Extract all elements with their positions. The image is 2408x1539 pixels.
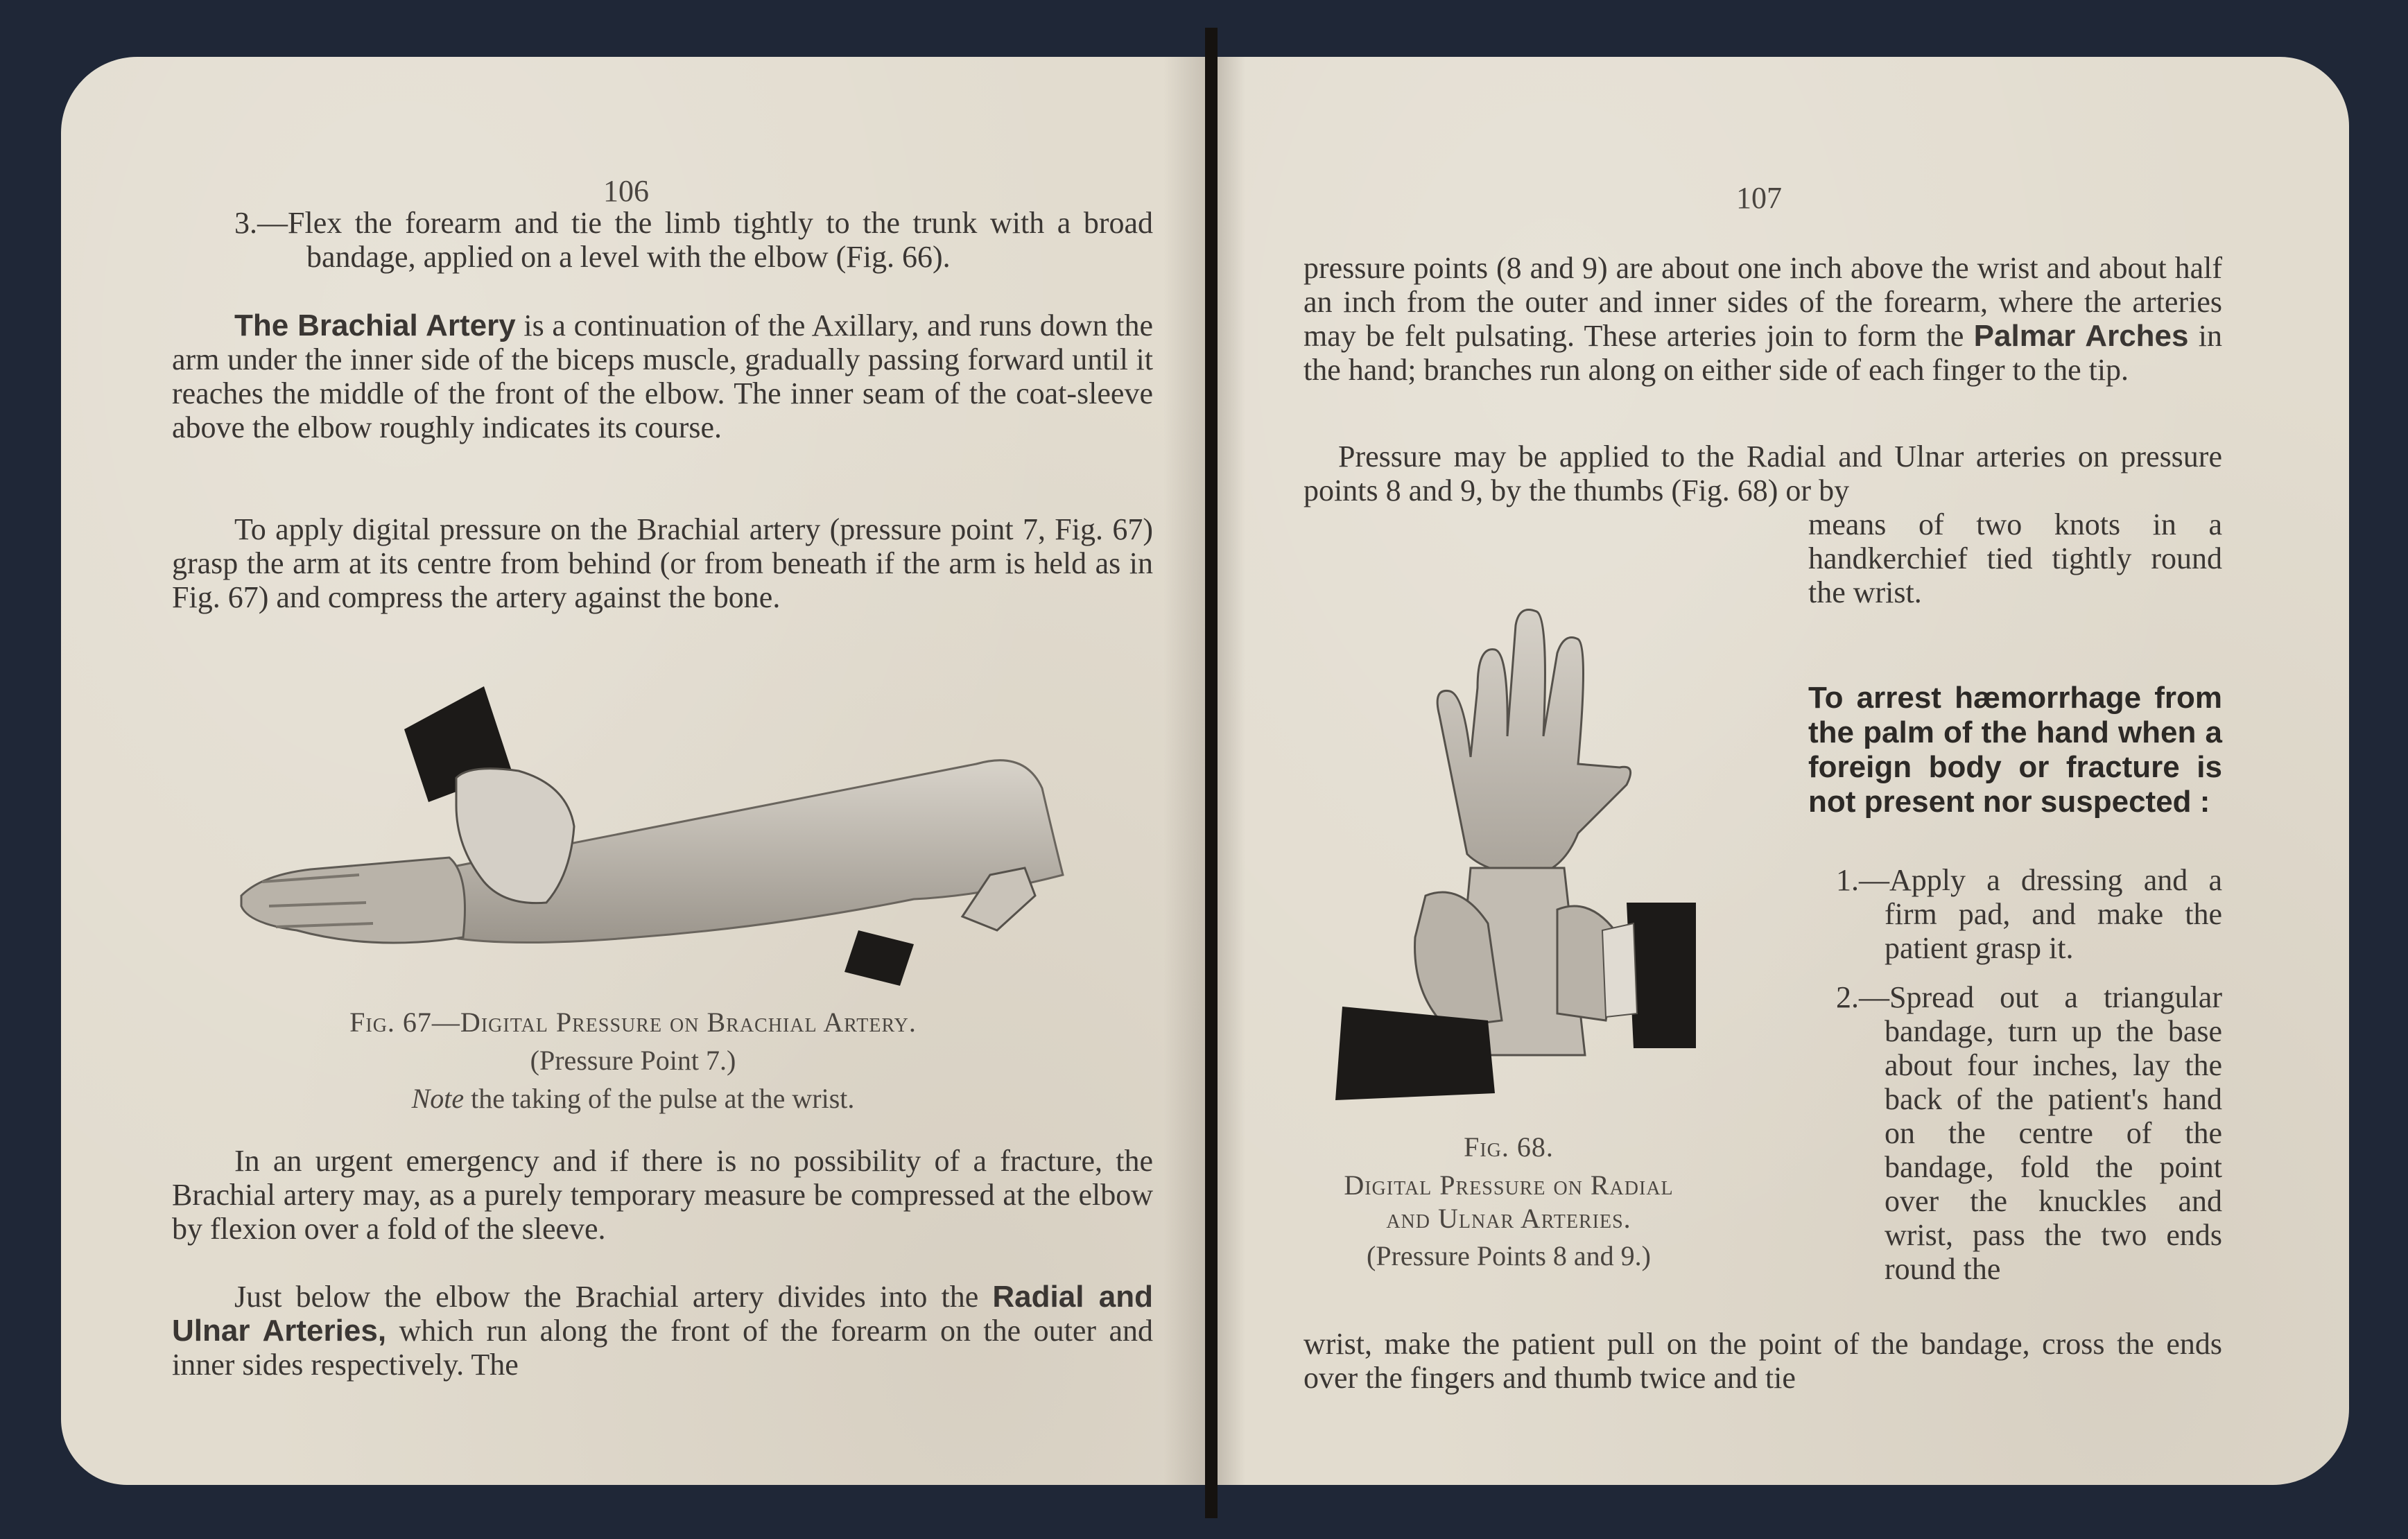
right-gutter-shadow (1218, 57, 1245, 1485)
step-1-text: 1.—Apply a dressing and a firm pad, and make the patient grasp it. (1836, 863, 2222, 965)
pressure-applied-paragraph: Pressure may be applied to the Radial and Ulnar arteries on pressure points 8 and 9, by the thumbs (Fig. 68) or by (1303, 440, 2222, 507)
figure-67-subcaption: (Pressure Point 7.) (530, 1045, 736, 1076)
below-elbow-text: Just below the elbow the Brachial artery divides into the (234, 1280, 979, 1314)
figure-68-caption-line1: Fig. 68. (1464, 1131, 1554, 1163)
step-2-text: 2.—Spread out a triangular bandage, turn up the base about four inches, lay the back of the patient's hand on the centre of the bandage, fold the point over the knuckles and wrist, pass the two ends round the (1836, 980, 2222, 1286)
radial-ulnar-heading: Radial and Ulnar Arteries, (172, 1280, 1154, 1348)
arrest-haemorrhage-heading: To arrest hæmorrhage from the palm of the hand when a foreign body or fracture is not present nor suspected : (1808, 681, 2222, 819)
brachial-artery-heading: The Brachial Artery (234, 308, 516, 342)
brachial-pressure-drawing (220, 667, 1108, 993)
figure-67-note-text: the taking of the pulse at the wrist. (464, 1083, 855, 1114)
palmar-arches-heading: Palmar Arches (1973, 319, 2189, 353)
figure-67-note-italic: Note (411, 1083, 465, 1114)
pressure-points-text-pre: pressure points (8 and 9) are about one inch above the wrist and about half an inch from the outer and inner sides of the forearm, where the arteries may be felt pulsating. These arteries join to form the (1303, 251, 2222, 353)
figure-68-hand-illustration (1328, 605, 1744, 1104)
digital-pressure-paragraph: To apply digital pressure on the Brachial artery (pressure point 7, Fig. 67) grasp the arm at its centre from behind (or from beneath if the arm is held as in Fig. 67) and compress the artery against the bone. (172, 512, 1153, 614)
page-number-left: 106 (603, 174, 649, 208)
left-gutter-shadow (1163, 57, 1205, 1485)
radial-ulnar-paragraph (172, 1280, 1153, 1382)
continuation-paragraph: wrist, make the patient pull on the point of the bandage, cross the ends over the fingers and thumb twice and tie (1303, 1327, 2222, 1395)
emergency-paragraph: In an urgent emergency and if there is no possibility of a fracture, the Brachial artery may, as a purely temporary measure be compressed at the elbow by flexion over a fold of the sleeve. (172, 1144, 1153, 1246)
knots-paragraph: means of two knots in a handkerchief tied tightly round the wrist. (1808, 507, 2222, 609)
radial-ulnar-text: which run along the front of the forearm on the outer and inner sides respectively. The (172, 1314, 1153, 1382)
page-number-right: 107 (1736, 181, 1782, 215)
figure-68-subcaption: (Pressure Points 8 and 9.) (1367, 1240, 1651, 1271)
radial-ulnar-pressure-drawing (1328, 605, 1744, 1104)
pressure-points-text-post: in the hand; branches run along on either side of each finger to the tip. (1303, 319, 2222, 387)
right-page (1218, 57, 2349, 1485)
brachial-artery-paragraph (172, 308, 1153, 444)
figure-67-caption: Fig. 67—Digital Pressure on Brachial Artery. (349, 1007, 917, 1038)
left-page (61, 57, 1205, 1485)
pressure-points-paragraph (1303, 251, 2222, 387)
book-spine (1205, 28, 1218, 1518)
brachial-artery-text: is a continuation of the Axillary, and runs down the arm under the inner side of the biceps muscle, gradually passing forward until it reaches the middle of the front of the elbow. The inner seam of the coat-sleeve above the elbow roughly indicates its course. (172, 308, 1154, 444)
figure-67-arm-illustration (220, 667, 1108, 993)
figure-67-note (158, 1079, 1108, 1118)
figure-68-caption-line3: and Ulnar Arteries. (1386, 1203, 1631, 1234)
item-3-text: 3.—Flex the forearm and tie the limb tightly to the trunk with a broad bandage, applied on a level with the elbow (Fig. 66). (234, 206, 1153, 274)
figure-68-caption-line2: Digital Pressure on Radial (1344, 1170, 1674, 1201)
